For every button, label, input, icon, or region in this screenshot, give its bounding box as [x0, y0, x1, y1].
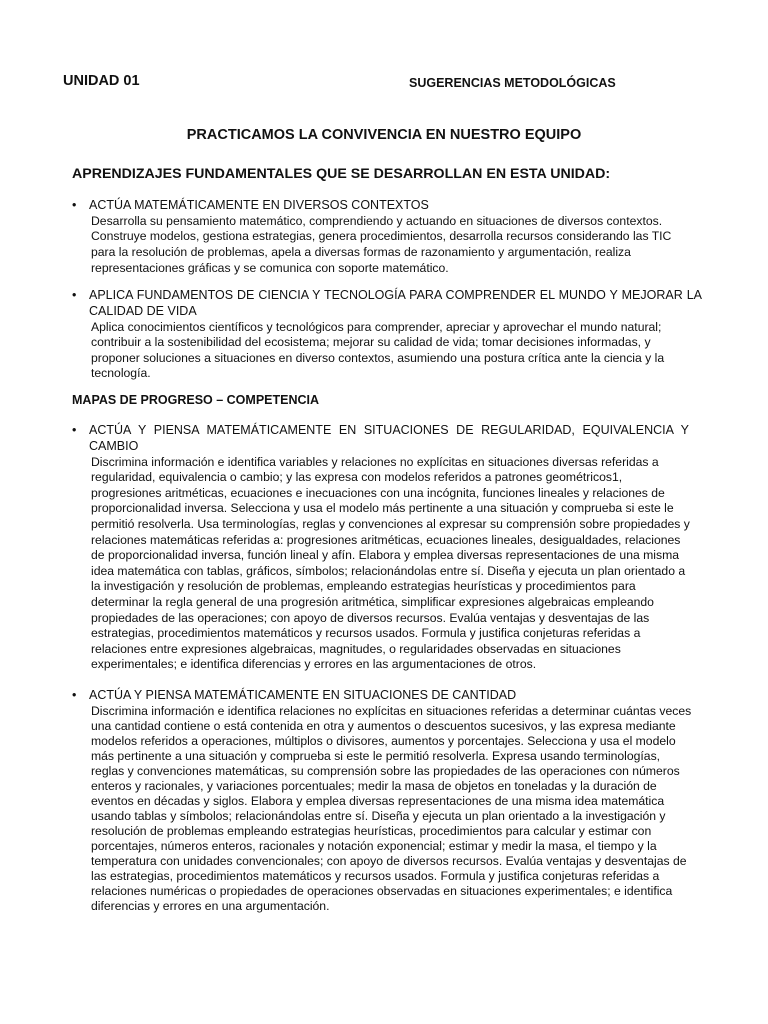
list-item-body: Discrimina información e identifica relaciones no explícitas en situaciones referidas a determinar cuántas veces una cantidad contiene o está contenida en otra y aumentos o descuentos sucesivos, y las expresa mediante modelos referidos a operaciones, múltiplos o divisores, aumentos y porcentajes. Selecciona y usa el modelo más pertinente a una situación y comprueba si este le permitió resolverla. Expresa usando terminologías, reglas y convenciones matemáticas, su comprensión sobre las propiedades de las operaciones con números enteros y racionales, y variaciones porcentuales; medir la masa de objetos en toneladas y la duración de eventos en décadas y siglos. Elabora y emplea diversas representaciones de una misma idea matemática usando tablas y símbolos; relacionándolas entre sí. Diseña y ejecuta un plan orientado a la investigación y resolución de problemas empleando estrategias heurísticas, procedimientos para calcular y estimar con porcentajes, números enteros, racionales y notación exponencial; estimar y medir la masa, el tiempo y la temperatura con unidades convencionales; con apoyo de diversos recursos. Evalúa ventajas y desventajas de las estrategias, procedimientos matemáticos y recursos usados. Formula y justifica conjeturas referidas a relaciones numéricas o propiedades de operaciones observadas en situaciones experimentales; e identifica diferencias y errores en una argumentación. [91, 703, 692, 913]
bullet-icon: • [72, 688, 77, 702]
list-item-body: Aplica conocimientos científicos y tecnológicos para comprender, apreciar y aprovechar el mundo natural; contribuir a la sostenibilidad del ecosistema; mejorar su calidad de vida; tomar decisiones informadas, y proponer soluciones a situaciones en diverso contextos, asumiendo una postura crítica ante la ciencia y la tecnología. [91, 319, 665, 381]
bullet-icon: • [72, 423, 77, 437]
list-item [72, 688, 702, 914]
mapas-heading: MAPAS DE PROGRESO – COMPETENCIA [72, 393, 320, 407]
bullet-icon: • [72, 288, 77, 302]
section-label: SUGERENCIAS METODOLÓGICAS [409, 76, 616, 90]
bullet-icon: • [72, 198, 77, 212]
list-item-body: Desarrolla su pensamiento matemático, comprendiendo y actuando en situaciones de diversos contextos. Construye modelos, gestiona estrategias, genera procedimientos, desarrolla recursos considerando las TIC para la resolución de problemas, apela a diversas formas de razonamiento y argumentación, realiza representaciones gráficas y se comunica con soporte matemático. [91, 213, 672, 275]
list-item-body: Discrimina información e identifica variables y relaciones no explícitas en situaciones diversas referidas a regularidad, equivalencia o cambio; y las expresa con modelos referidos a patrones geométricos1, progresiones aritméticas, ecuaciones e inecuaciones con una incógnita, funciones lineales y relaciones de proporcionalidad inversa. Selecciona y usa el modelo más pertinente a una situación y comprueba si este le permitió resolverla. Usa terminologías, reglas y convenciones al expresar su comprensión sobre propiedades y relaciones matemáticas referidas a: progresiones aritméticas, ecuaciones lineales, desigualdades, relaciones de proporcionalidad inversa, función lineal y afín. Elabora y emplea diversas representaciones de una misma idea matemática con tablas, gráficos, símbolos; relacionándolas entre sí. Diseña y ejecuta un plan orientado a la investigación y resolución de problemas, empleando estrategias heurísticas y procedimientos para determinar la regla general de una progresión aritmética, simplificar expresiones algebraicas empleando propiedades de las operaciones; con apoyo de diversos recursos. Evalúa ventajas y desventajas de las estrategias, procedimientos matemáticos y recursos usados. Formula y justifica conjeturas referidas a relaciones entre expresiones algebraicas, magnitudes, o regularidades observadas en situaciones experimentales; e identifica diferencias y errores en las argumentaciones de otros. [91, 454, 690, 672]
page-title: PRACTICAMOS LA CONVIVENCIA EN NUESTRO EQUIPO [186, 127, 582, 143]
list-item [72, 423, 702, 673]
list-item-title: ACTÚA Y PIENSA MATEMÁTICAMENTE EN SITUACIONES DE REGULARIDAD, EQUIVALENCIA Y CAMBIO [89, 423, 689, 453]
list-item [72, 288, 702, 382]
list-item-title: APLICA FUNDAMENTOS DE CIENCIA Y TECNOLOGÍA PARA COMPRENDER EL MUNDO Y MEJORAR LA CALIDAD DE VIDA [89, 288, 702, 318]
list-item [72, 198, 702, 276]
unit-label: UNIDAD 01 [63, 73, 140, 89]
list-item-title: ACTÚA MATEMÁTICAMENTE EN DIVERSOS CONTEXTOS [89, 198, 429, 212]
list-item-title: ACTÚA Y PIENSA MATEMÁTICAMENTE EN SITUACIONES DE CANTIDAD [89, 688, 517, 702]
aprendizajes-heading: APRENDIZAJES FUNDAMENTALES QUE SE DESARROLLAN EN ESTA UNIDAD: [72, 166, 611, 182]
